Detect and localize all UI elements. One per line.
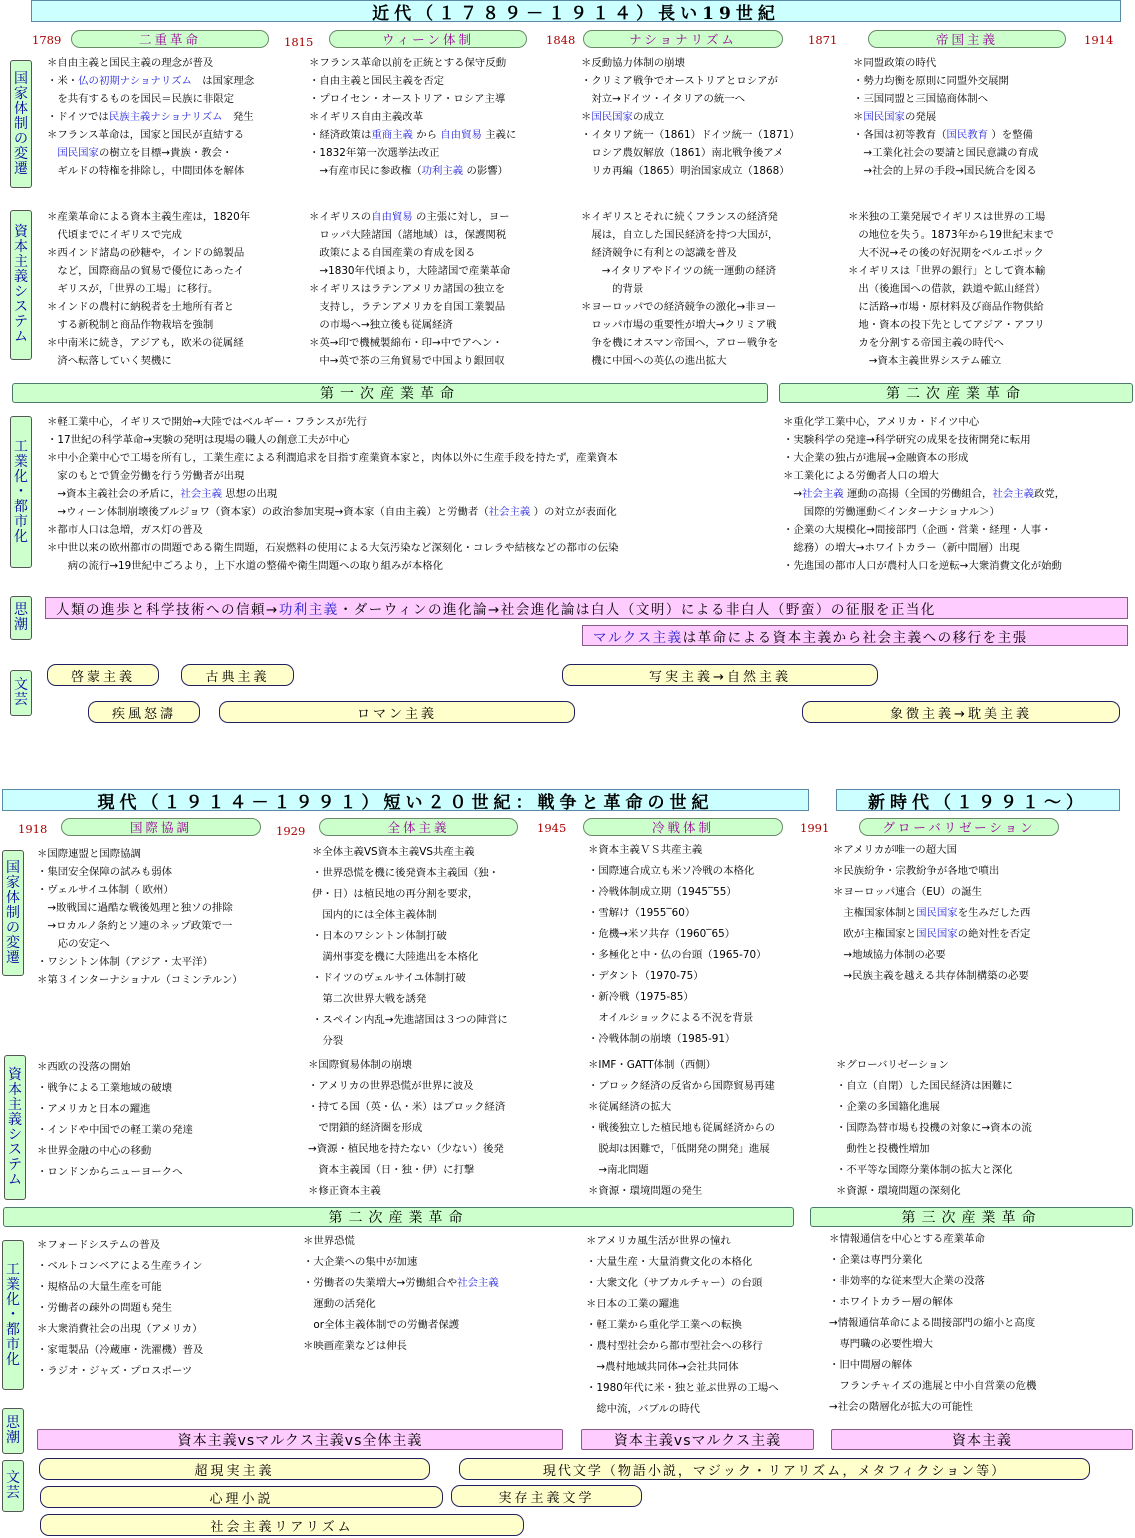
modern-capital-3: ＊イギリスとそれに続くフランスの経済発 展は，自立した国民経済を持つ大国が， 経済競争に有利との認識を普及 →イタリアやドイツの統一運動の経済 的背景 ＊ヨーロッパでの経済競争の激化→非ヨー ロッパ市場の重要性が増大→クリミア戦 争を機にオスマン帝国へ，アロー戦争を 機に中国への英仏の進出拡大 (581, 211, 779, 367)
lit-enlightenment: 啓蒙主義 (47, 664, 159, 686)
row-label-state-text: 国 家 体 制 の 変 遷 (14, 70, 28, 177)
modern-ir-2: 第二次産業革命 (779, 383, 1133, 403)
modern-industry-2: ＊重化学工業中心，アメリカ・ドイツ中心 ・実験科学の発達→科学研究の成果を技術開発に転用 ・大企業の独占が進展→金融資本の形成 ＊工業化による労働者人口の増大 →社会主義 運動の高揚（全国的労働組合，社会主義政党， 国際的労働運動＜インターナショナル＞） ・企業の大規模化→間接部門（企画・営業・経理・人事・ 総務）の増大→ホワイトカラー（新中間層）出現 ・先進国の都市人口が農村人口を逆転→大衆消費文化が始動 (783, 416, 1066, 572)
modern-thought-2-hl: マルクス主義 (593, 629, 683, 646)
contemporary-capital-1: ＊西欧の没落の開始 ・戦争による工業地域の破壊 ・アメリカと日本の躍進 ・インドや中国での軽工業の発達 ＊世界金融の中心の移動 ・ロンドンからニューヨークへ (37, 1061, 193, 1178)
contemporary-ir-3: 第三次産業革命 (810, 1207, 1133, 1227)
contemporary-state-1: ＊国際連盟と国際協調 ・集団安全保障の試みも弱体 ・ヴェルサイユ体制（ 欧州） →敗戦国に過酷な戦後処理と独ソの排除 →ロカルノ条約とソ連のネップ政策で一 応の安定へ ・ワシントン体制（アジア・太平洋） ＊第３インターナショナル（コミンテルン） (37, 848, 243, 986)
modern-capital-1: ＊産業革命による資本主義生産は，1820年 代頃までにイギリスで完成 ＊西インド諸島の砂糖や，インドの綿製品 など，国際商品の貿易で優位にあったイ ギリスが，「世界の工場」に移行。 ＊インドの農村に納税者を土地所有者と する新税制と商品作物栽培を強制 ＊中南米に続き，アジアも，欧米の従属経 済へ転落していく契機に (47, 211, 251, 367)
contemporary-state-3: ＊資本主義ＶＳ共産主義 ・国際連合成立も米ソ冷戦の本格化 ・冷戦体制成立期（1945‾55） ・雪解け（1955‾60） ・危機→米ソ共存（1960‾65） ・多極化と中・仏の台頭（1965-70） ・デタント（1970-75） ・新冷戦（1975-85） オイルショックによる不況を背景 ・冷戦体制の崩壊（1985-91） (588, 844, 767, 1045)
contemporary-ir-2: 第二次産業革命 (3, 1207, 794, 1227)
row-label-capital-2-text: 資 本 主 義 シ ス テ ム (8, 1066, 22, 1188)
row-label-thought (10, 596, 32, 640)
year-1991: 1991 (800, 821, 830, 835)
modern-capital-4: ＊米独の工業発展でイギリスは世界の工場 の地位を失う。1873年から19世紀末まで 大不況→その後の好況期をベルエポック ＊イギリスは「世界の銀行」として資本輸 出（後進国への借款，鉄道や鉱山経営） に活路→市場・原材料及び商品作物供給 地・資本の投下先としてアジア・アフリ カを分割する帝国主義の時代へ →資本主義世界システム確立 (848, 211, 1054, 367)
modern-industry-1: ＊軽工業中心，イギリスで開始→大陸ではベルギー・フランスが先行 ・17世紀の科学革命→実験の発明は現場の職人の創意工夫が中心 ＊中小企業中心で工場を所有し，工業生産による利潤追求を目指す産業資本家と，肉体以外に生産手段を持たず，産業資本 家のもとで賃金労働を行う労働者が出現 →資本主義社会の矛盾に，社会主義 思想の出現 →ウィーン体制崩壊後ブルジョワ（資本家）の政治参加実現→資本家（自由主義）と労働者（社会主義 ）の対立が表面化 ＊都市人口は急増，ガス灯の普及 ＊中世以来の欧州都市の問題である衛生問題，石炭燃料の使用による大気汚染など深刻化・コレラや結核などの都市の伝染 病の流行→19世紀中ごろより，上下水道の整備や衛生問題への取り組みが本格化 (47, 416, 619, 572)
year-1929: 1929 (276, 824, 306, 838)
contemporary-state-4: ＊アメリカが唯一の超大国 ＊民族紛争・宗教紛争が各地で噴出 ＊ヨーロッパ連合（EU）の誕生 主権国家体制と国民国家を生みだした西 欧が主権国家と国民国家の絶対性を否定 →地域協力体制の必要 →民族主義を越える共存体制構築の必要 (833, 844, 1031, 982)
row-label-lit-2-text: 文 芸 (6, 1470, 20, 1501)
row-label-capital (10, 210, 32, 360)
row-label-industry (10, 416, 32, 568)
contemporary-industry-1: ＊フォードシステムの普及 ・ベルトコンベアによる生産ライン ・規格品の大量生産を可能 ・労働者の疎外の問題も発生 ＊大衆消費社会の出現（アメリカ） ・家電製品（冷蔵庫・洗濯機）普及 ・ラジオ・ジャズ・プロスポーツ (37, 1239, 204, 1377)
modern-ir-1: 第一次産業革命 (12, 383, 768, 403)
lit-realism-naturalism: 写実主義→自然主義 (562, 664, 878, 686)
row-label-state-2-text: 国 家 体 制 の 変 遷 (6, 859, 20, 966)
modern-thought-1-hl: 功利主義 (278, 602, 339, 618)
row-label-industry-2-text: 工 業 化 ・ 都 市 化 (6, 1261, 20, 1368)
contemporary-thought-1: 資本主義vsマルクス主義vs全体主義 (37, 1429, 563, 1450)
year-1871: 1871 (808, 33, 838, 47)
row-label-thought-2-text: 思 潮 (6, 1415, 20, 1446)
year-1918: 1918 (18, 822, 48, 836)
new-era-title: 新時代（１９９１～） (836, 789, 1120, 811)
contemporary-title: 現代（１９１４－１９９１）短い２０世紀：戦争と革命の世紀 (2, 789, 809, 811)
row-label-lit-text: 文 芸 (14, 677, 28, 708)
modern-thought-2-suffix: は革命による資本主義から社会主義への移行を主張 (682, 629, 1028, 646)
row-label-state (10, 60, 32, 188)
year-1815: 1815 (284, 35, 314, 49)
lit-romanticism: ロマン主義 (219, 701, 575, 723)
modern-thought-1-prefix: 人類の進歩と科学技術への信頼→ (56, 602, 279, 618)
period-globalization: グローバリゼーション (859, 818, 1059, 836)
contemporary-capital-2: ＊国際貿易体制の崩壊 ・アメリカの世界恐慌が世界に波及 ・持てる国（英・仏・米）はブロック経済 で閉鎖的経済圏を形成 →資源・植民地を持たない（少ない）後発 資本主義国（日・独・伊）に打撃 ＊修正資本主義 (308, 1059, 506, 1197)
row-label-lit-2 (2, 1460, 24, 1512)
lit-sturm-und-drang: 疾風怒濤 (88, 701, 200, 723)
modern-thought-1-suffix: ・ダーウィンの進化論→社会進化論は白人（文明）による非白人（野蛮）の征服を正当化 (338, 602, 936, 618)
lit-symbolism-aestheticism: 象徴主義→耽美主義 (802, 701, 1120, 723)
period-dual-revolution: 二重革命 (71, 30, 269, 48)
period-intl-cooperation: 国際協調 (61, 818, 261, 836)
contemporary-thought-2: 資本主義vsマルクス主義 (581, 1429, 814, 1450)
modern-state-2: ＊フランス革命以前を正統とする保守反動 ・自由主義と国民主義を否定 ・プロイセン・オーストリア・ロシア主導 ＊イギリス自由主義改革 ・経済政策は重商主義 から 自由貿易 主義に ・1832年第一次選挙法改正 →有産市民に参政権（功利主義 の影響） (309, 57, 517, 177)
contemporary-industry-3: ＊アメリカ風生活が世界の憧れ ・大量生産・大量消費文化の本格化 ・大衆文化（サブカルチャー）の台頭 ＊日本の工業の躍進 ・軽工業から重化学工業への転換 ・農村型社会から都市型社会への移行 →農村地域共同体→会社共同体 ・1980年代に米・独と並ぶ世界の工場へ 総中流，バブルの時代 (586, 1235, 779, 1415)
period-nationalism: ナショナリズム (583, 30, 783, 48)
year-1848: 1848 (546, 33, 576, 47)
row-label-capital-text: 資 本 主 義 シ ス テ ム (14, 224, 28, 345)
lit-socialist-realism: 社会主義リアリズム (40, 1514, 524, 1536)
lit-surrealism: 超現実主義 (39, 1458, 430, 1480)
period-imperialism: 帝国主義 (868, 30, 1066, 48)
contemporary-capital-3: ＊IMF・GATT体制（西側） ・ブロック経済の反省から国際貿易再建 ＊従属経済の拡大 ・戦後独立した植民地も従属経済からの 脱却は困難で，「低開発の開発」進展 →南北問題 ＊資源・環境問題の発生 (588, 1059, 776, 1197)
lit-existentialism: 実存主義文学 (451, 1485, 642, 1507)
period-vienna-system: ウィーン体制 (329, 30, 527, 48)
modern-thought-1 (45, 597, 1128, 619)
row-label-industry-2 (2, 1240, 24, 1390)
modern-state-1: ＊自由主義と国民主義の理念が普及 ・米・仏の初期ナショナリズム は国家理念 を共有するものを国民＝民族に非限定 ・ドイツでは民族主義ナショナリズム 発生 ＊フランス革命は，国家と国民が直結する 国民国家の樹立を目標→貴族・教会・ ギルドの特権を排除し，中間団体を解体 (47, 57, 255, 177)
row-label-industry-text: 工 業 化 ・ 都 市 化 (14, 438, 28, 545)
modern-thought-2 (582, 625, 1128, 646)
modern-capital-2: ＊イギリスの自由貿易 の主張に対し，ヨー ロッパ大陸諸国（諸地域）は，保護関税 政策による自国産業の育成を図る →1830年代頃より，大陸諸国で産業革命 ＊イギリスはラテンアメリカ諸国の独立を 支持し，ラテンアメリカを自国工業製品 の市場へ→独立後も従属経済 ＊英→印で機械製綿布・印→中でアヘン・ 中→英で茶の三角貿易で中国より銀回収 (309, 211, 511, 367)
period-totalitarianism: 全体主義 (319, 818, 518, 836)
modern-title: 近代（１７８９－１９１４）長い19世紀 (31, 0, 1121, 22)
contemporary-thought-3: 資本主義 (831, 1429, 1133, 1450)
year-1789: 1789 (32, 33, 62, 47)
contemporary-industry-2: ＊世界恐慌 ・大企業への集中が加速 ・労働者の失業増大→労働組合や社会主義 運動の活発化 or全体主義体制での労働者保護 ＊映画産業などは伸長 (303, 1235, 499, 1352)
lit-modern-literature: 現代文学（物語小説，マジック・リアリズム，メタフィクション等） (459, 1458, 1090, 1480)
row-label-lit (10, 670, 32, 716)
lit-classicism: 古典主義 (181, 664, 294, 686)
lit-psychological-novel: 心理小説 (40, 1486, 443, 1508)
period-cold-war: 冷戦体制 (583, 818, 783, 836)
row-label-thought-text: 思 潮 (14, 602, 28, 633)
row-label-capital-2 (4, 1055, 26, 1200)
contemporary-capital-4: ＊グローバリゼーション ・自立（自閉）した国民経済は困難に ・企業の多国籍化進展 ・国際為替市場も投機の対象に→資本の流 動性と投機性増加 ・不平等な国際分業体制の拡大と深化 ＊資源・環境問題の深刻化 (836, 1059, 1032, 1197)
modern-state-4: ＊同盟政策の時代 ・勢力均衡を原則に同盟外交展開 ・三国同盟と三国協商体制へ ＊国民国家の発展 ・各国は初等教育（国民教育 ）を整備 →工業化社会の要請と国民意識の育成 →社会的上昇の手段→国民統合を図る (853, 57, 1039, 177)
contemporary-industry-4: ＊情報通信を中心とする産業革命 ・企業は専門分業化 ・非効率的な従来型大企業の没落 ・ホワイトカラー層の解体 →情報通信革命による間接部門の縮小と高度 専門職の必要性増大 ・旧中間層の解体 フランチャイズの進展と中小自営業の危機 →社会の階層化が拡大の可能性 (829, 1233, 1037, 1413)
row-label-thought-2 (2, 1408, 24, 1454)
row-label-state-2 (2, 850, 24, 976)
modern-state-3: ＊反動協力体制の崩壊 ・クリミア戦争でオーストリアとロシアが 対立→ドイツ・イタリアの統一へ ＊国民国家の成立 ・イタリア統一（1861）ドイツ統一（1871） ロシア農奴解放（1861）南北戦争後アメ リカ再編（1865）明治国家成立（1868） (581, 57, 800, 177)
contemporary-state-2: ＊全体主義VS資本主義VS共産主義 ・世界恐慌を機に後発資本主義国（独・ 伊・日）は植民地の再分割を要求， 国内的には全体主義体制 ・日本のワシントン体制打破 満州事変を機に大陸進出を本格化 ・ドイツのヴェルサイユ体制打破 第二次世界大戦を誘発 ・スペイン内乱→先進諸国は３つの陣営に 分裂 (312, 846, 508, 1047)
year-1914: 1914 (1084, 33, 1114, 47)
year-1945: 1945 (537, 821, 567, 835)
